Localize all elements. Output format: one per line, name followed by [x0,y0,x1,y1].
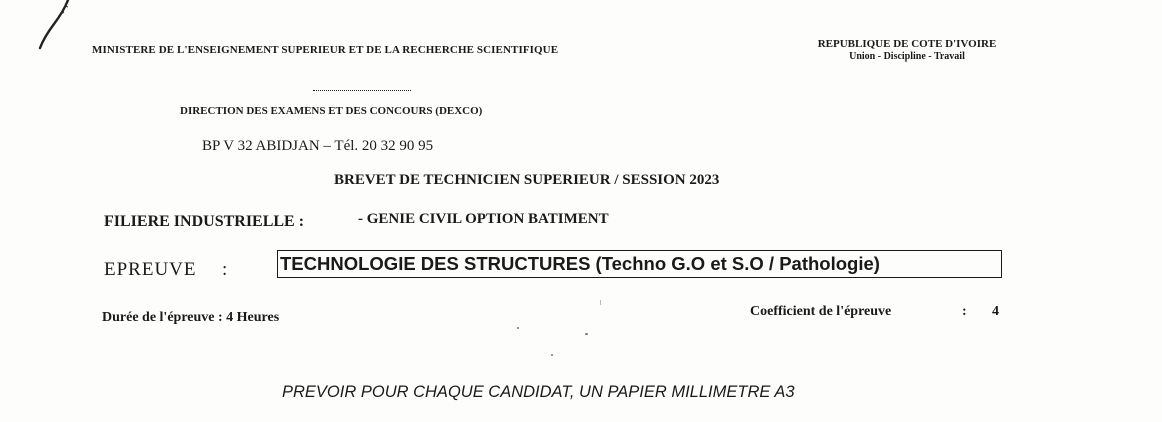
direction-name: DIRECTION DES EXAMENS ET DES CONCOURS (DEXCO) [180,105,483,117]
republic-header [800,38,1014,62]
scan-speck [517,327,519,329]
coefficient-colon: : [962,304,967,319]
postal-address: BP V 32 ABIDJAN – Tél. 20 32 90 95 [202,138,434,154]
filiere-value: - GENIE CIVIL OPTION BATIMENT [358,211,609,227]
republic-motto: Union - Discipline - Travail [849,51,965,62]
filiere-label: FILIERE INDUSTRIELLE : [104,213,305,230]
dotted-separator [313,90,411,91]
scan-speck [551,354,553,356]
coefficient-label: Coefficient de l'épreuve [750,304,892,319]
coefficient-value: 4 [992,304,999,319]
epreuve-title-box: TECHNOLOGIE DES STRUCTURES (Techno G.O et S.O / Pathologie) [277,250,1002,278]
instruction-note: PREVOIR POUR CHAQUE CANDIDAT, UN PAPIER MILLIMETRE A3 [282,383,795,401]
scan-speck [600,300,601,305]
epreuve-label: EPREUVE [104,259,197,280]
exam-title: BREVET DE TECHNICIEN SUPERIEUR / SESSION 2023 [334,172,720,188]
exam-duration: Durée de l'épreuve : 4 Heures [102,310,280,325]
epreuve-colon: : [222,259,228,280]
ministry-name: MINISTERE DE L'ENSEIGNEMENT SUPERIEUR ET DE LA RECHERCHE SCIENTIFIQUE [92,44,559,56]
scan-speck [585,333,588,335]
pen-stroke-mark [34,0,84,60]
republic-title: REPUBLIQUE DE COTE D'IVOIRE [817,38,997,50]
